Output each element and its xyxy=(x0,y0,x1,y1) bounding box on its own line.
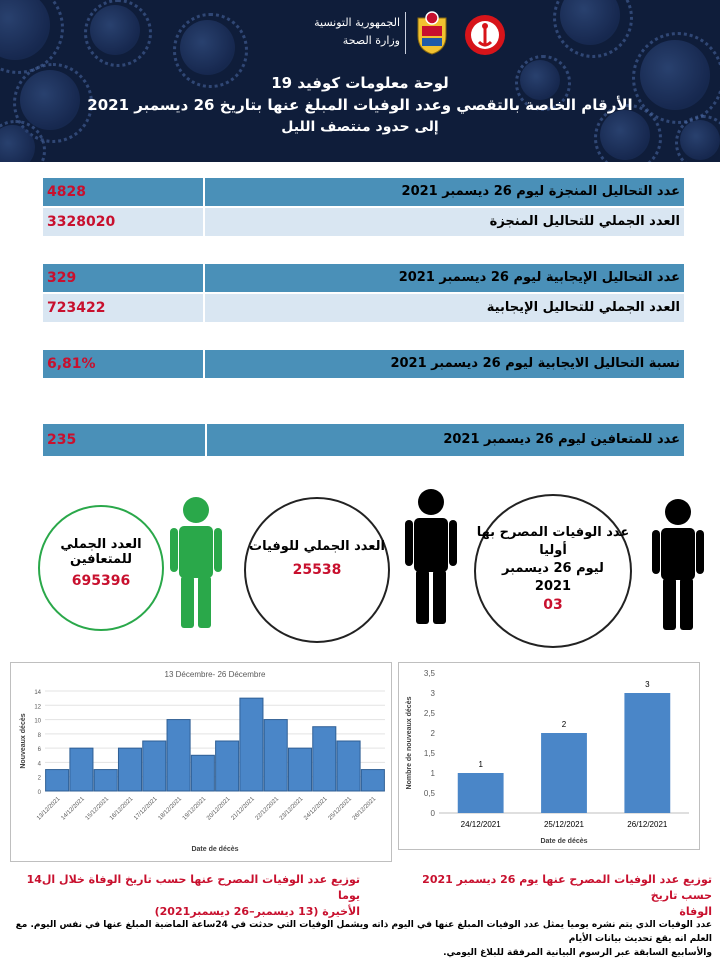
x-tick-label: 22/12/2021 xyxy=(254,796,281,822)
x-tick-label: 19/12/2021 xyxy=(181,796,208,822)
caption-left-line-1: توزيع عدد الوفيات المصرح عنها حسب تاريخ الوفاة خلال ال14 يوما xyxy=(26,873,360,902)
x-tick-label: 18/12/2021 xyxy=(157,796,183,822)
stat-row-tests-total xyxy=(43,208,684,236)
bar xyxy=(541,733,587,813)
deaths-day-label-2: أوليا xyxy=(539,543,567,558)
caption-right xyxy=(400,872,712,920)
y-tick-label: 0 xyxy=(430,809,435,818)
stat-label: نسبة التحاليل الايجابية ليوم 26 ديسمبر 2021 xyxy=(205,350,684,378)
y-tick-label: 1,5 xyxy=(423,749,435,758)
bar xyxy=(118,748,141,791)
recovered-total-label: العدد الجملي للمتعافين xyxy=(60,537,142,567)
y-tick-label: 0,5 xyxy=(423,789,435,798)
deaths-day-label-3: ليوم 26 ديسمبر xyxy=(502,561,604,576)
x-tick-label: 14/12/2021 xyxy=(60,796,86,822)
header-divider xyxy=(405,12,406,54)
y-axis-title: Nouveaux décès xyxy=(20,713,27,769)
stat-label: العدد الجملي للتحاليل الإيجابية xyxy=(205,294,684,322)
chart-title: 13 Décembre- 26 Décembre xyxy=(164,670,266,679)
title-line-2: الأرقام الخاصة بالتقصي وعدد الوفيات المبلغ عنها بتاريخ 26 ديسمبر 2021 xyxy=(87,96,633,114)
bar xyxy=(240,698,263,791)
virus-decoration xyxy=(90,5,140,55)
green-person-icon xyxy=(170,496,222,628)
caption-left xyxy=(20,872,360,920)
virus-decoration xyxy=(180,20,235,75)
bar xyxy=(94,770,117,791)
page-title xyxy=(60,72,660,138)
virus-decoration xyxy=(0,0,50,60)
stat-label: عدد للمتعافين ليوم 26 ديسمبر 2021 xyxy=(207,424,684,456)
recovered-total-value: 695396 xyxy=(71,573,131,589)
x-tick-label: 17/12/2021 xyxy=(133,796,159,822)
y-tick-label: 3,5 xyxy=(423,669,435,678)
stat-label: عدد التحاليل الإيجابية ليوم 26 ديسمبر 2021 xyxy=(205,264,684,292)
footnote-line-1: عدد الوفيات الذي يتم نشره يوميا يمثل عدد الوفيات المبلغ عنها في اليوم ذاته ويشمل الوفيات التي حدثت في 24ساعة الماضية المبلغ عنها في نفس اليوم. مع العلم انه يقع تحديث بيانات الأيام xyxy=(15,920,712,944)
y-tick-label: 2 xyxy=(430,729,435,738)
bar xyxy=(361,770,384,791)
bar xyxy=(143,741,166,791)
bar xyxy=(624,693,670,813)
bar xyxy=(216,741,239,791)
y-tick-label: 2 xyxy=(37,775,41,782)
bar xyxy=(313,727,336,791)
deaths-day-value: 03 xyxy=(543,597,563,613)
ministry-line-1: الجمهورية التونسية xyxy=(314,16,400,29)
y-tick-label: 2,5 xyxy=(423,709,435,718)
stat-row-positive-total xyxy=(43,294,684,322)
ministry-of-health-logo-icon xyxy=(464,14,506,56)
y-tick-label: 4 xyxy=(37,761,41,768)
y-tick-label: 12 xyxy=(34,704,41,711)
chart-14-days xyxy=(10,662,392,862)
title-line-1: لوحة معلومات كوفيد 19 xyxy=(271,74,449,92)
stat-value: 4828 xyxy=(43,178,203,206)
x-tick-label: 25/12/2021 xyxy=(543,820,585,829)
x-tick-label: 26/12/2021 xyxy=(351,796,378,822)
y-tick-label: 3 xyxy=(430,689,435,698)
chart-14-days-svg xyxy=(11,663,391,861)
virus-decoration xyxy=(560,0,620,45)
caption-right-line-1: توزيع عدد الوفيات المصرح عنها يوم 26 ديسمبر 2021 حسب تاريخ xyxy=(422,873,712,902)
stat-row-recovered-day xyxy=(43,424,684,456)
x-tick-label: 13/12/2021 xyxy=(36,796,62,822)
bar xyxy=(191,755,214,791)
black-person-icon xyxy=(652,498,704,630)
x-tick-label: 24/12/2021 xyxy=(303,796,329,822)
deaths-day-label-1: عدد الوفيات المصرح بها xyxy=(476,525,630,540)
ministry-name xyxy=(290,14,400,50)
footnote-line-2: والأسابيع السابقة عبر الرسوم البيانية المرفقة للبلاغ اليومي. xyxy=(443,948,712,958)
virus-decoration xyxy=(680,120,720,160)
recovered-total-circle xyxy=(38,505,164,631)
caption-right-line-2: الوفاة xyxy=(679,905,712,918)
title-line-3: إلى حدود منتصف الليل xyxy=(281,119,439,135)
y-axis-title: Nombre de nouveaux décès xyxy=(406,696,413,790)
y-tick-label: 8 xyxy=(37,732,41,739)
stat-value: 235 xyxy=(43,424,205,456)
stat-label: العدد الجملي للتحاليل المنجزة xyxy=(205,208,684,236)
y-tick-label: 10 xyxy=(34,718,41,725)
y-tick-label: 6 xyxy=(37,747,41,754)
bar xyxy=(458,773,504,813)
tunisia-emblem-icon xyxy=(414,10,450,56)
x-tick-label: 23/12/2021 xyxy=(278,796,305,822)
y-tick-label: 0 xyxy=(37,790,41,796)
stat-value: 3328020 xyxy=(43,208,203,236)
bar xyxy=(70,748,93,791)
deaths-total-value: 25538 xyxy=(292,562,342,578)
bar xyxy=(167,720,190,791)
bar xyxy=(264,720,287,791)
bar xyxy=(288,748,311,791)
deaths-total-circle xyxy=(244,497,390,643)
caption-left-line-2: الأخيرة (13 ديسمبر–26 ديسمبر2021) xyxy=(154,905,360,918)
stat-value: 6,81% xyxy=(43,350,203,378)
x-tick-label: 26/12/2021 xyxy=(627,820,668,829)
x-tick-label: 20/12/2021 xyxy=(206,796,232,822)
bar xyxy=(337,741,360,791)
data-label: 1 xyxy=(478,760,483,769)
virus-decoration xyxy=(0,125,35,162)
x-tick-label: 21/12/2021 xyxy=(230,796,256,822)
black-person-icon xyxy=(405,488,457,624)
y-tick-label: 1 xyxy=(430,769,435,778)
stat-row-positive-day xyxy=(43,264,684,292)
y-tick-label: 14 xyxy=(34,690,41,696)
footnote xyxy=(8,918,712,960)
x-tick-label: 25/12/2021 xyxy=(327,796,353,822)
x-axis-title: Date de décès xyxy=(540,838,588,845)
x-tick-label: 16/12/2021 xyxy=(108,796,135,822)
x-tick-label: 15/12/2021 xyxy=(84,796,111,822)
deaths-total-label: العدد الجملي للوفيات xyxy=(249,539,385,554)
ministry-line-2: وزارة الصحة xyxy=(342,34,400,47)
stat-row-positive-rate xyxy=(43,350,684,378)
header-banner xyxy=(0,0,720,162)
deaths-day-circle xyxy=(474,494,632,648)
data-label: 2 xyxy=(561,720,567,729)
x-tick-label: 24/12/2021 xyxy=(460,820,501,829)
chart-3-days xyxy=(398,662,700,850)
stat-row-tests-day xyxy=(43,178,684,206)
deaths-day-label-4: 2021 xyxy=(534,579,572,594)
data-label: 3 xyxy=(645,680,650,689)
x-axis-title: Date de décès xyxy=(191,846,239,853)
chart-3-days-svg xyxy=(399,663,699,849)
stat-label: عدد التحاليل المنجزة ليوم 26 ديسمبر 2021 xyxy=(205,178,684,206)
bar xyxy=(46,770,69,791)
stat-value: 723422 xyxy=(43,294,203,322)
stat-value: 329 xyxy=(43,264,203,292)
